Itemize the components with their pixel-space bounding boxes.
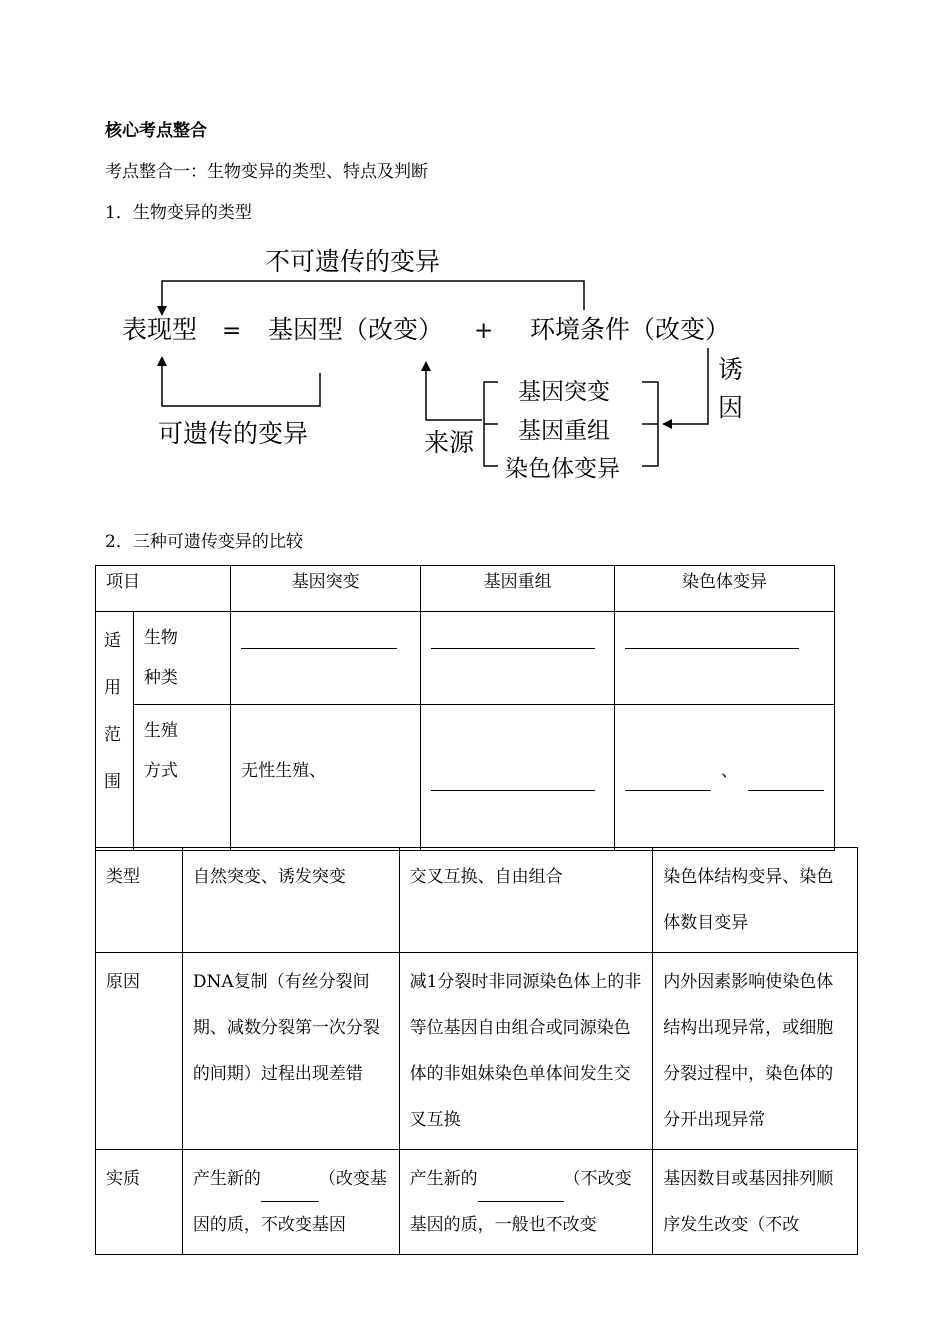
type-gene-mutation: 自然突变、诱发突变 xyxy=(182,848,399,953)
essence-gene-mutation xyxy=(182,1150,399,1255)
separator-dot: 、 xyxy=(720,761,738,781)
answer-blank[interactable] xyxy=(748,768,824,791)
header-gene-mutation: 基因突变 xyxy=(231,566,421,612)
header-chromosome-variation: 染色体变异 xyxy=(614,566,834,612)
essence-text-2a: 产生新的 xyxy=(409,1169,478,1189)
source-arrow xyxy=(426,363,482,420)
source-chromosome-variation: 染色体变异 xyxy=(505,456,620,482)
header-gene-recombination: 基因重组 xyxy=(421,566,615,612)
answer-blank[interactable] xyxy=(241,626,397,649)
answer-blank[interactable] xyxy=(261,1179,319,1202)
essence-chromosome-variation: 基因数目或基因排列顺序发生改变（不改 xyxy=(653,1150,858,1255)
essence-text-1a: 产生新的 xyxy=(192,1169,261,1189)
scope-char-1: 适 xyxy=(104,631,121,651)
cause-label: 原因 xyxy=(96,953,183,1150)
variation-diagram xyxy=(0,0,950,520)
comparison-table-bottom xyxy=(95,847,858,1255)
species-line-2: 种类 xyxy=(143,668,178,688)
asexual-reproduction: 无性生殖、 xyxy=(241,761,327,781)
reproduction-line-1: 生殖 xyxy=(143,721,178,741)
species-gene-recombination xyxy=(421,612,615,705)
cause-chromosome-variation: 内外因素影响使染色体结构出现异常，或细胞分裂过程中，染色体的分开出现异常 xyxy=(653,953,858,1150)
scope-label xyxy=(96,612,134,851)
reproduction-chromosome-variation xyxy=(614,705,834,851)
type-gene-recombination: 交叉互换、自由组合 xyxy=(399,848,653,953)
header-item: 项目 xyxy=(96,566,231,612)
section-1-title: 1．生物变异的类型 xyxy=(105,203,252,223)
essence-text-2b: （不改变基因的质，一般也不改变 xyxy=(409,1169,632,1235)
answer-blank[interactable] xyxy=(625,768,711,791)
induce-char-2: 因 xyxy=(718,393,744,422)
type-label: 类型 xyxy=(96,848,183,953)
answer-blank[interactable] xyxy=(431,768,595,791)
environment-label: 环境条件（改变） xyxy=(530,315,731,344)
source-gene-mutation: 基因突变 xyxy=(518,379,610,405)
non-heritable-arrow xyxy=(162,281,584,314)
cause-gene-recombination: 减1分裂时非同源染色体上的非等位基因自由组合或同源染色体的非姐妹染色单体间发生交叉互换 xyxy=(399,953,653,1150)
answer-blank[interactable] xyxy=(478,1179,564,1202)
scope-char-2: 用 xyxy=(104,678,121,698)
equals-sign: = xyxy=(222,318,242,344)
induce-char-1: 诱 xyxy=(718,355,744,384)
answer-blank[interactable] xyxy=(625,626,799,649)
phenotype-label: 表现型 xyxy=(122,315,198,344)
heritable-label: 可遗传的变异 xyxy=(158,419,309,448)
essence-gene-recombination xyxy=(399,1150,653,1255)
subheading: 考点整合一：生物变异的类型、特点及判断 xyxy=(105,162,428,182)
species-line-1: 生物 xyxy=(143,628,178,648)
section-2-title: 2．三种可遗传变异的比较 xyxy=(105,532,303,552)
reproduction-gene-mutation xyxy=(231,705,421,851)
scope-char-4: 围 xyxy=(104,772,121,792)
source-gene-recombination: 基因重组 xyxy=(518,418,610,444)
non-heritable-label: 不可遗传的变异 xyxy=(265,247,441,276)
reproduction-line-2: 方式 xyxy=(143,761,178,781)
scope-char-3: 范 xyxy=(104,725,121,745)
cause-gene-mutation: DNA复制（有丝分裂间期、减数分裂第一次分裂的间期）过程出现差错 xyxy=(182,953,399,1150)
species-label xyxy=(133,612,230,705)
induce-arrow xyxy=(664,348,708,424)
reproduction-gene-recombination xyxy=(421,705,615,851)
heading: 核心考点整合 xyxy=(105,121,207,141)
comparison-table-top xyxy=(95,565,835,851)
type-chromosome-variation: 染色体结构变异、染色体数目变异 xyxy=(653,848,858,953)
species-gene-mutation xyxy=(231,612,421,705)
reproduction-label xyxy=(133,705,230,851)
answer-blank[interactable] xyxy=(431,626,595,649)
essence-label: 实质 xyxy=(96,1150,183,1255)
plus-sign: + xyxy=(474,318,494,344)
source-label: 来源 xyxy=(424,428,475,457)
heritable-arrow xyxy=(162,358,320,406)
genotype-label: 基因型（改变） xyxy=(268,315,444,344)
essence-text-1b: （改变基因的质，不改变基因 xyxy=(192,1169,387,1235)
species-chromosome-variation xyxy=(614,612,834,705)
